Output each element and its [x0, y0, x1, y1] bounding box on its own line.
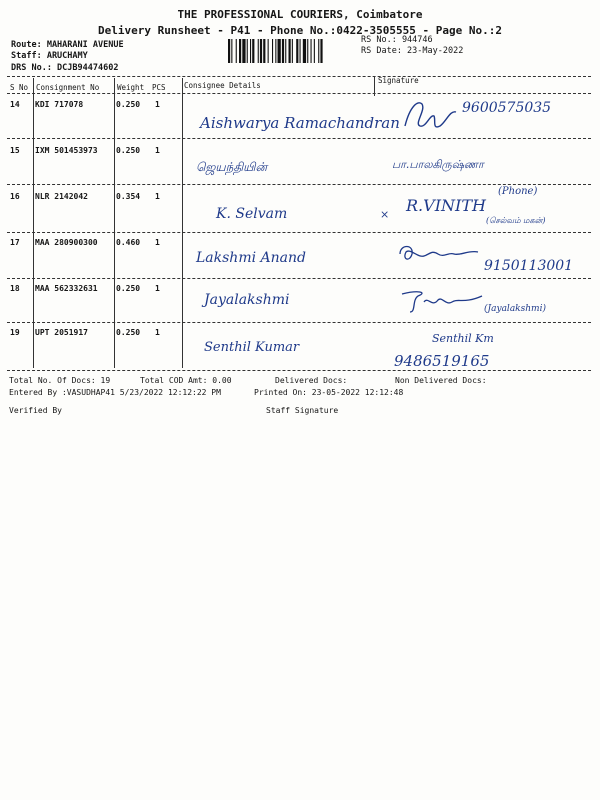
row-17-consignee: Lakshmi Anand [196, 250, 306, 266]
runsheet-subtitle: Delivery Runsheet - P41 - Phone No.:0422-3505555 - Page No.:2 [98, 24, 502, 37]
row-14-consignment: KDI 717078 [35, 100, 84, 109]
non-delivered-docs: Non Delivered Docs: [395, 376, 487, 385]
row-14-signature-scribble [400, 96, 460, 136]
row-divider [7, 184, 591, 185]
row-14-consignee: Aishwarya Ramachandran [200, 114, 400, 132]
row-17-pcs: 1 [155, 238, 160, 247]
row-17-signature: 9150113001 [484, 258, 574, 274]
row-19-weight: 0.250 [116, 328, 141, 337]
row-15-consignment: IXM 501453973 [35, 146, 98, 155]
row-19-pcs: 1 [155, 328, 160, 337]
row-19-sno: 19 [10, 328, 20, 337]
table-bottom-rule [7, 370, 591, 371]
staff-label: Staff: ARUCHAMY [11, 51, 88, 61]
col-header-weight: Weight [117, 83, 145, 92]
row-15-signature: பா.பாலகிருஷ்ணா [392, 158, 484, 171]
col-header-consignment: Consignment No [36, 83, 100, 92]
row-19-signature: Senthil Km [432, 332, 494, 345]
row-14-signature: 9600575035 [462, 100, 552, 116]
company-title: THE PROFESSIONAL COURIERS, Coimbatore [177, 8, 423, 21]
row-divider [7, 278, 591, 279]
entered-by: Entered By :VASUDHAP41 5/23/2022 12:12:22 PM [9, 388, 221, 397]
column-divider [114, 78, 115, 368]
column-divider [33, 78, 34, 368]
row-16-pcs: 1 [155, 192, 160, 201]
barcode-graphic [228, 39, 356, 63]
row-18-signature: (Jayalakshmi) [484, 304, 546, 314]
row-18-consignment: MAA 562332631 [35, 284, 98, 293]
row-15-weight: 0.250 [116, 146, 141, 155]
rs-date-label: RS Date: 23-May-2022 [361, 46, 464, 56]
delivered-docs: Delivered Docs: [275, 376, 348, 385]
table-top-rule [7, 76, 591, 77]
row-divider [7, 232, 591, 233]
rs-no-label: RS No.: 944746 [361, 35, 433, 45]
row-15-sno: 15 [10, 146, 20, 155]
row-16-weight: 0.354 [116, 192, 141, 201]
row-19-signature-phone: 9486519165 [394, 352, 490, 370]
route-label: Route: MAHARANI AVENUE [11, 40, 124, 50]
col-header-signature: Signature [378, 76, 419, 85]
printed-on: Printed On: 23-05-2022 12:12:48 [254, 388, 404, 397]
row-17-signature-scribble [396, 240, 482, 268]
row-15-consignee: ஜெயந்தியின் [196, 160, 268, 174]
row-16-signature-relation: (செல்வம் மகன்) [486, 216, 546, 225]
drs-label: DRS No.: DCJB94474602 [11, 63, 119, 73]
row-18-sno: 18 [10, 284, 20, 293]
column-divider [182, 78, 183, 368]
total-cod: Total COD Amt: 0.00 [140, 376, 232, 385]
row-14-weight: 0.250 [116, 100, 141, 109]
row-divider [7, 138, 591, 139]
staff-signature: Staff Signature [266, 406, 339, 415]
col-header-sno: S No [10, 83, 29, 92]
row-18-consignee: Jayalakshmi [204, 292, 290, 308]
row-17-weight: 0.460 [116, 238, 141, 247]
row-16-cross-mark: × [380, 208, 390, 221]
row-15-pcs: 1 [155, 146, 160, 155]
row-16-consignment: NLR 2142042 [35, 192, 88, 201]
row-16-signature: R.VINITH [406, 196, 486, 215]
col-header-pcs: PCS [152, 83, 166, 92]
row-19-consignee: Senthil Kumar [204, 340, 300, 355]
row-16-consignee: K. Selvam [216, 206, 288, 222]
col-header-consignee: Consignee Details [184, 81, 261, 90]
row-17-sno: 17 [10, 238, 20, 247]
row-18-pcs: 1 [155, 284, 160, 293]
header-underline [7, 93, 591, 94]
row-17-consignment: MAA 280900300 [35, 238, 98, 247]
row-14-sno: 14 [10, 100, 20, 109]
row-divider [7, 322, 591, 323]
row-18-weight: 0.250 [116, 284, 141, 293]
row-16-signature-note: (Phone) [498, 186, 538, 197]
row-19-consignment: UPT 2051917 [35, 328, 88, 337]
total-docs: Total No. Of Docs: 19 [9, 376, 111, 385]
row-18-signature-scribble [398, 286, 488, 316]
row-14-pcs: 1 [155, 100, 160, 109]
row-16-sno: 16 [10, 192, 20, 201]
verified-by: Verified By [9, 406, 62, 415]
